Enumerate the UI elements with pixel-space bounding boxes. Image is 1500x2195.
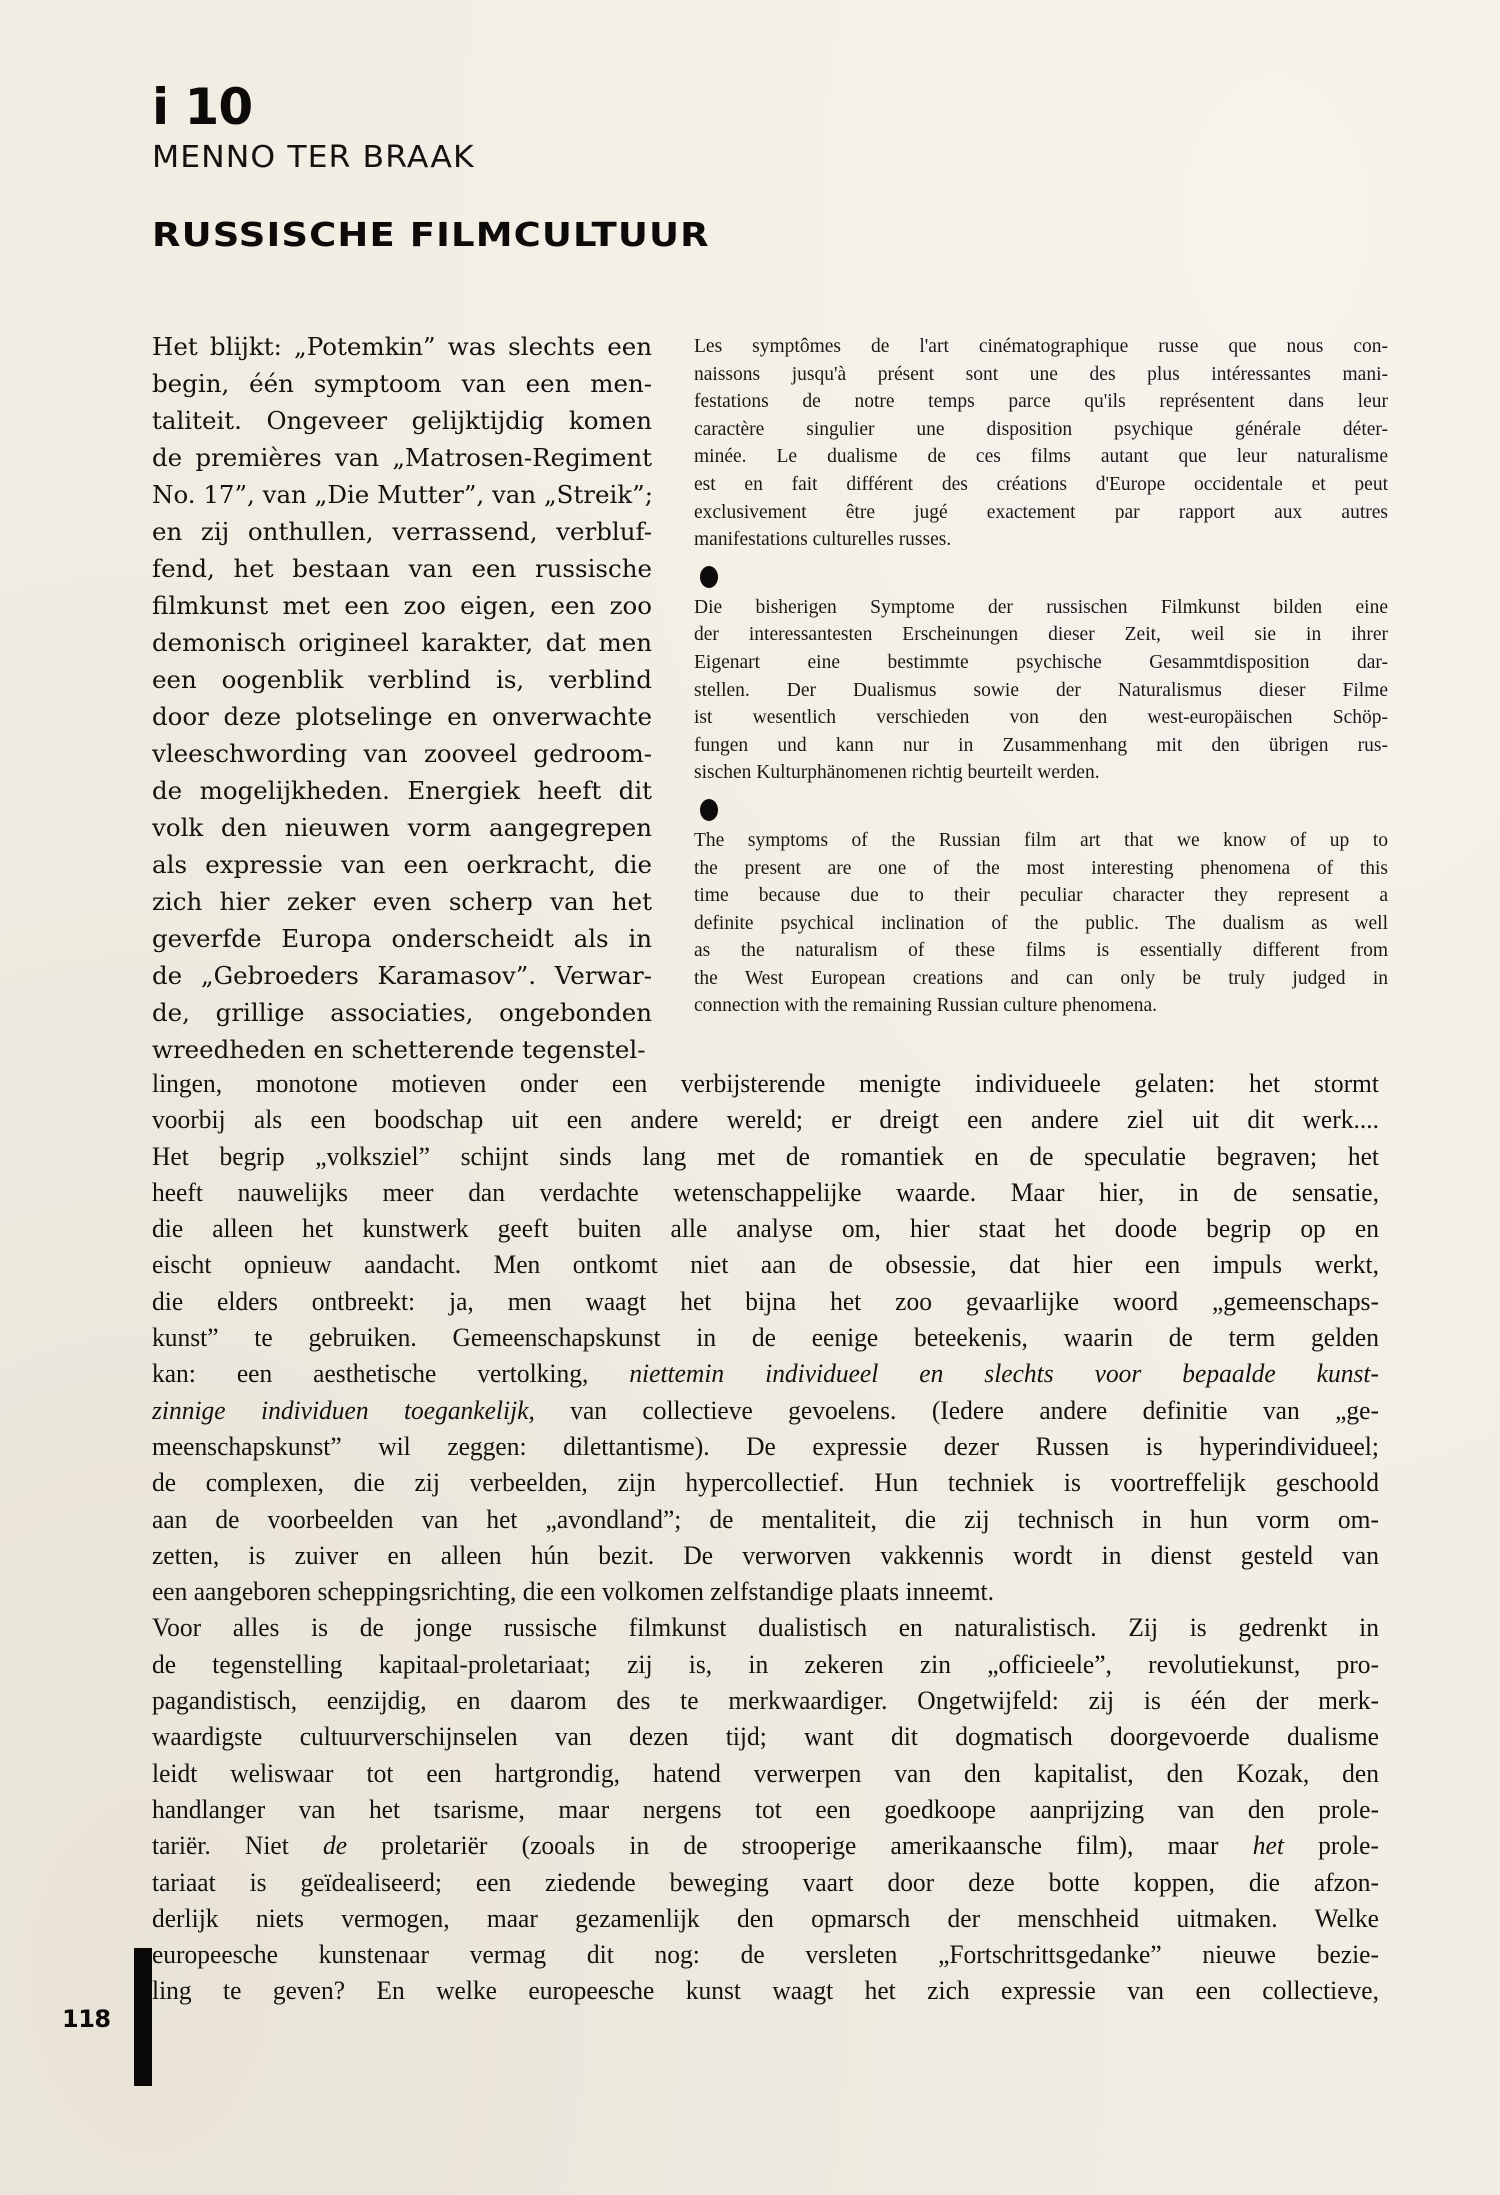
italic-emphasis: het	[1252, 1831, 1284, 1861]
french-text-line: Les symptômes de l'art cinématographique russe que nous con-	[694, 336, 1388, 357]
english-translation	[694, 827, 1388, 1020]
article-title: RUSSISCHE FILMCULTUUR	[152, 215, 710, 254]
dutch-text-line: zich hier zeker even scherp van het	[152, 887, 652, 916]
text-segment: tariër. Niet	[152, 1831, 324, 1861]
english-text-line: definite psychical inclination of the public. The dualism as well	[694, 912, 1388, 934]
dutch-text-line: vleeschwording van zooveel gedroom-	[152, 739, 652, 768]
body-text-line	[152, 1356, 1379, 1392]
body-text-line	[152, 1284, 1379, 1320]
dutch-intro-column	[152, 328, 652, 1068]
dutch-text-line: en zij onthullen, verrassend, verbluf-	[152, 517, 652, 546]
text-segment: lingen, monotone motieven onder een verbijsterende menigte individueele gelaten: het stormt	[152, 1069, 1379, 1098]
body-text-line	[152, 1393, 1379, 1429]
text-segment: heeft nauwelijks meer dan verdachte wetenschappelijke waarde. Maar hier, in de sensatie,	[152, 1177, 1379, 1207]
dutch-text-line: begin, één symptoom van een men-	[152, 369, 652, 398]
english-text-line: connection with the remaining Russian culture phenomena.	[694, 995, 1158, 1017]
body-text-line	[152, 1865, 1379, 1901]
english-text-line: the present are one of the most interesting phenomena of this	[694, 857, 1388, 879]
text-segment: die alleen het kunstwerk geeft buiten alle analyse om, hier staat het doode begrip op en	[152, 1214, 1379, 1244]
text-segment: eischt opnieuw aandacht. Men ontkomt niet aan de obsessie, dat hier een impuls werkt,	[152, 1250, 1379, 1280]
text-segment: een aangeboren scheppingsrichting, die een volkomen zelfstandige plaats inneemt.	[152, 1577, 994, 1607]
german-translation	[694, 594, 1388, 787]
article-body	[152, 1066, 1404, 2010]
text-segment: proletariër (zooals in de strooperige amerikaansche film), maar	[347, 1831, 1253, 1861]
text-segment: prole-	[1283, 1831, 1379, 1861]
body-text-line	[152, 1647, 1379, 1683]
body-text-line	[152, 1610, 1379, 1646]
german-text-line: der interessantesten Erscheinungen dieser Zeit, weil sie in ihrer	[694, 624, 1388, 646]
body-text-line	[152, 1102, 1379, 1138]
french-text-line: naissons jusqu'à présent sont une des plus intéressantes mani-	[694, 363, 1388, 385]
body-text-line	[152, 1429, 1379, 1465]
body-text-line	[152, 1792, 1379, 1828]
french-text-line: minée. Le dualisme de ces films autant que leur naturalisme	[694, 446, 1388, 468]
text-segment: aan de voorbeelden van het „avondland”; de mentaliteit, die zij technisch in hun vorm om-	[152, 1504, 1379, 1534]
text-segment: kan: een aesthetische vertolking,	[152, 1359, 630, 1389]
body-text-line	[152, 1465, 1379, 1501]
text-segment: meenschapskunst” wil zeggen: dilettantisme). De expressie dezer Russen is hyperindividueel;	[152, 1431, 1379, 1461]
text-segment: van collectieve gevoelens. (Iedere andere definitie van „ge-	[534, 1395, 1379, 1425]
text-segment: Het begrip „volksziel” schijnt sinds lang met de romantiek en de speculatie begraven; het	[152, 1141, 1379, 1171]
dutch-text-line: filmkunst met een zoo eigen, een zoo	[152, 591, 652, 620]
translations-column	[694, 333, 1388, 1020]
dutch-text-line: fend, het bestaan van een russische	[152, 554, 652, 583]
body-text-line	[152, 1175, 1379, 1211]
dutch-text-line: geverfde Europa onderscheidt als in	[152, 924, 652, 953]
german-text-line: Eigenart eine bestimmte psychische Gesammtdisposition dar-	[694, 651, 1388, 673]
text-segment: de tegenstelling kapitaal-proletariaat; zij is, in zekeren zin „officieele”, revolutiekunst, pro-	[152, 1649, 1379, 1679]
french-text-line: exclusivement être jugé exactement par rapport aux autres	[694, 501, 1388, 523]
dutch-text-line: wreedheden en schetterende tegenstel-	[152, 1035, 646, 1064]
text-segment: tariaat is geïdealiseerd; een ziedende beweging vaart door deze botte koppen, die afzon-	[152, 1867, 1379, 1897]
body-text-line	[152, 1756, 1379, 1792]
dutch-text-line: volk den nieuwen vorm aangegrepen	[152, 813, 652, 842]
text-segment: leidt weliswaar tot een hartgrondig, hatend verwerpen van den kapitalist, den Kozak, den	[152, 1758, 1379, 1788]
text-segment: derlijk niets vermogen, maar gezamenlijk den opmarsch der menschheid uitmaken. Welke	[152, 1903, 1379, 1933]
french-text-line: manifestations culturelles russes.	[694, 529, 952, 551]
author-name: MENNO TER BRAAK	[152, 140, 475, 175]
german-text-line: ist wesentlich verschieden von den west-europäischen Schöp-	[694, 707, 1388, 729]
dutch-text-line: de premières van „Matrosen-Regiment	[152, 443, 652, 472]
italic-emphasis: de	[323, 1831, 348, 1861]
dutch-text-line: de „Gebroeders Karamasov”. Verwar-	[152, 961, 652, 990]
text-segment: europeesche kunstenaar vermag dit nog: de versleten „Fortschrittsgedanke” nieuwe bezie-	[152, 1940, 1379, 1970]
german-text-line: stellen. Der Dualismus sowie der Naturalismus dieser Filme	[694, 679, 1388, 701]
french-text-line: festations de notre temps parce qu'ils représentent dans leur	[694, 391, 1388, 413]
english-text-line: The symptoms of the Russian film art that we know of up to	[694, 829, 1388, 851]
body-text-line	[152, 1901, 1379, 1937]
dutch-text-line: de, grillige associaties, ongebonden	[152, 998, 652, 1027]
french-text-line: caractère singulier une disposition psychique générale déter-	[694, 418, 1388, 440]
german-text-line: sischen Kulturphänomenen richtig beurteilt werden.	[694, 762, 1100, 784]
text-segment: die elders ontbreekt: ja, men waagt het bijna het zoo gevaarlijke woord „gemeenschaps-	[152, 1286, 1379, 1316]
english-text-line: time because due to their peculiar character they represent a	[694, 885, 1388, 907]
german-text-line: fungen und kann nur in Zusammenhang mit den übrigen rus-	[694, 734, 1388, 756]
body-text-line	[152, 1973, 1379, 2009]
body-text-line	[152, 1211, 1379, 1247]
dutch-text-line: No. 17”, van „Die Mutter”, van „Streik”;	[152, 480, 653, 509]
dutch-text-line: de mogelijkheden. Energiek heeft dit	[152, 776, 652, 805]
italic-emphasis: zinnige individuen toegankelijk,	[152, 1395, 535, 1425]
text-segment: voorbij als een boodschap uit een andere wereld; er dreigt een andere ziel uit dit werk....	[152, 1105, 1379, 1135]
bullet-dot-icon	[700, 566, 718, 588]
dutch-text-line: Het blijkt: „Potemkin” was slechts een	[152, 332, 652, 361]
body-text-line	[152, 1828, 1379, 1864]
text-segment: kunst” te gebruiken. Gemeenschapskunst in de eenige beteekenis, waarin de term gelden	[152, 1323, 1379, 1353]
text-segment: pagandistisch, eenzijdig, en daarom des te merkwaardiger. Ongetwijfeld: zij is één der merk-	[152, 1686, 1379, 1716]
german-text-line: Die bisherigen Symptome der russischen Filmkunst bilden eine	[694, 596, 1388, 618]
text-segment: waardigste cultuurverschijnselen van dezen tijd; want dit dogmatisch doorgevoerde dualisme	[152, 1722, 1379, 1752]
body-text-line	[152, 1066, 1379, 1102]
issue-number: i 10	[152, 78, 253, 136]
text-segment: de complexen, die zij verbeelden, zijn hypercollectief. Hun techniek is voortreffelijk geschoold	[152, 1468, 1379, 1498]
dutch-text-line: een oogenblik verblind is, verblind	[152, 665, 652, 694]
body-text-line	[152, 1683, 1379, 1719]
dutch-text-line: taliteit. Ongeveer gelijktijdig komen	[152, 406, 652, 435]
body-text-line	[152, 1538, 1379, 1574]
text-segment: handlanger van het tsarisme, maar nergens tot een goedkoope aanprijzing van den prole-	[152, 1794, 1379, 1824]
body-text-line	[152, 1574, 1379, 1610]
italic-emphasis: niettemin individueel en slechts voor bepaalde kunst-	[629, 1359, 1379, 1389]
body-text-line	[152, 1139, 1379, 1175]
english-text-line: as the naturalism of these films is essentially different from	[694, 940, 1388, 962]
body-text-line	[152, 1502, 1379, 1538]
french-translation	[694, 333, 1388, 554]
body-text-line	[152, 1247, 1379, 1283]
text-segment: ling te geven? En welke europeesche kunst waagt het zich expressie van een collectieve,	[152, 1976, 1379, 2006]
text-segment: Voor alles is de jonge russische filmkunst dualistisch en naturalistisch. Zij is gedrenkt in	[152, 1613, 1379, 1643]
body-text-line	[152, 1719, 1379, 1755]
page-number: 118	[62, 2005, 111, 2033]
dutch-text-line: demonisch origineel karakter, dat men	[152, 628, 652, 657]
body-text-line	[152, 1937, 1379, 1973]
dutch-text-line: door deze plotselinge en onverwachte	[152, 702, 652, 731]
margin-rule-bar	[134, 1948, 152, 2086]
bullet-dot-icon	[700, 799, 718, 821]
french-text-line: est en fait différent des créations d'Europe occidentale et peut	[694, 473, 1388, 495]
text-segment: zetten, is zuiver en alleen hún bezit. De verworven vakkennis wordt in dienst gesteld van	[152, 1540, 1379, 1570]
body-text-line	[152, 1320, 1379, 1356]
dutch-text-line: als expressie van een oerkracht, die	[152, 850, 652, 879]
english-text-line: the West European creations and can only be truly judged in	[694, 967, 1388, 989]
